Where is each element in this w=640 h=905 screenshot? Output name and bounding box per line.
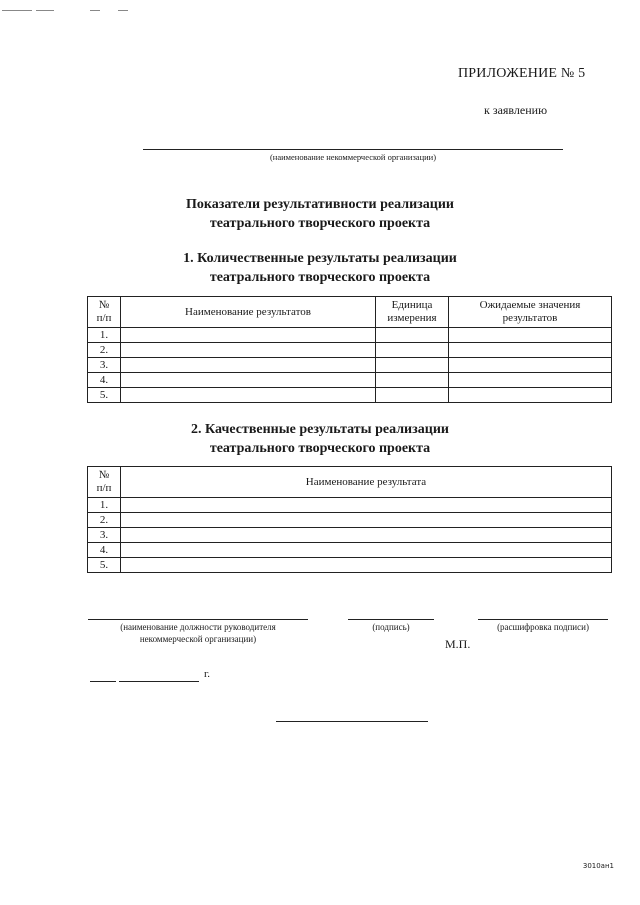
result-name-cell	[121, 528, 612, 543]
col-unit-header	[376, 297, 449, 328]
decoding-caption: (расшифровка подписи)	[497, 622, 589, 632]
scan-mark	[2, 10, 32, 11]
unit-cell	[376, 343, 449, 358]
unit-cell	[376, 358, 449, 373]
col-unit-line-1: Единица	[391, 299, 433, 311]
result-name-cell	[121, 498, 612, 513]
section1-title-line-1: 1. Количественные результаты реализации	[183, 251, 457, 266]
col-unit-line-2: измерения	[387, 312, 437, 324]
table-row	[88, 358, 612, 373]
row-number: 5.	[88, 388, 121, 403]
row-number: 5.	[88, 558, 121, 573]
table-row	[88, 498, 612, 513]
row-number: 2.	[88, 513, 121, 528]
col-name-header: Наименование результатов	[121, 297, 376, 328]
row-number: 1.	[88, 328, 121, 343]
table-row	[88, 528, 612, 543]
qualitative-results-table	[87, 466, 612, 573]
result-name-cell	[121, 558, 612, 573]
organization-name-caption: (наименование некоммерческой организации)	[269, 152, 437, 162]
row-number: 3.	[88, 528, 121, 543]
row-number: 4.	[88, 543, 121, 558]
expected-value-cell	[449, 328, 612, 343]
signature-line	[348, 619, 434, 620]
table-row	[88, 558, 612, 573]
decoding-line	[478, 619, 608, 620]
scan-mark	[36, 10, 54, 11]
unit-cell	[376, 388, 449, 403]
appendix-number: ПРИЛОЖЕНИЕ № 5	[458, 66, 586, 81]
blank-line	[276, 721, 428, 722]
position-caption-line-1: (наименование должности руководителя	[120, 622, 276, 632]
section1-title-line-2: театрального творческого проекта	[209, 270, 431, 285]
col-number-line-2: п/п	[96, 312, 112, 324]
date-day-line	[90, 681, 116, 682]
table-row	[88, 513, 612, 528]
position-caption	[88, 621, 308, 645]
section2-title	[100, 420, 540, 458]
scan-mark	[90, 10, 100, 11]
organization-name-line	[143, 149, 563, 150]
unit-cell	[376, 328, 449, 343]
col-number-line-1: №	[98, 299, 110, 311]
document-title-line-1: Показатели результативности реализации	[185, 197, 454, 212]
result-name-cell	[121, 388, 376, 403]
document-title-line-2: театрального творческого проекта	[209, 216, 431, 231]
year-suffix: г.	[204, 668, 211, 680]
result-name-cell	[121, 513, 612, 528]
position-line	[88, 619, 308, 620]
expected-value-cell	[449, 343, 612, 358]
result-name-cell	[121, 343, 376, 358]
expected-value-cell	[449, 373, 612, 388]
expected-value-cell	[449, 388, 612, 403]
row-number: 1.	[88, 498, 121, 513]
table-header-row	[88, 297, 612, 328]
table-header-row	[88, 467, 612, 498]
to-application-label: к заявлению	[484, 103, 548, 117]
row-number: 2.	[88, 343, 121, 358]
result-name-cell	[121, 543, 612, 558]
unit-cell	[376, 373, 449, 388]
col-number-header	[88, 297, 121, 328]
row-number: 3.	[88, 358, 121, 373]
col-number-line-1: №	[98, 469, 110, 481]
quantitative-results-table	[87, 296, 612, 403]
table-row	[88, 373, 612, 388]
stamp-label: М.П.	[445, 637, 471, 651]
result-name-cell	[121, 373, 376, 388]
section1-title	[100, 249, 540, 287]
table-row	[88, 328, 612, 343]
table-row	[88, 388, 612, 403]
expected-value-cell	[449, 358, 612, 373]
result-name-cell	[121, 358, 376, 373]
position-caption-line-2: некоммерческой организации)	[139, 634, 257, 644]
col-expected-line-2: результатов	[502, 312, 558, 324]
section2-title-line-1: 2. Качественные результаты реализации	[191, 422, 449, 437]
result-name-cell	[121, 328, 376, 343]
document-title	[100, 195, 540, 233]
document-code: 3010ан1	[582, 862, 614, 870]
col-name-header: Наименование результата	[121, 467, 612, 498]
signature-caption: (подпись)	[372, 622, 410, 632]
col-expected-line-1: Ожидаемые значения	[479, 299, 581, 311]
section2-title-line-2: театрального творческого проекта	[209, 441, 431, 456]
scan-mark	[118, 10, 128, 11]
row-number: 4.	[88, 373, 121, 388]
col-number-line-2: п/п	[96, 482, 112, 494]
table-row	[88, 343, 612, 358]
table-row	[88, 543, 612, 558]
date-month-line	[119, 681, 199, 682]
col-number-header	[88, 467, 121, 498]
col-expected-header	[449, 297, 612, 328]
